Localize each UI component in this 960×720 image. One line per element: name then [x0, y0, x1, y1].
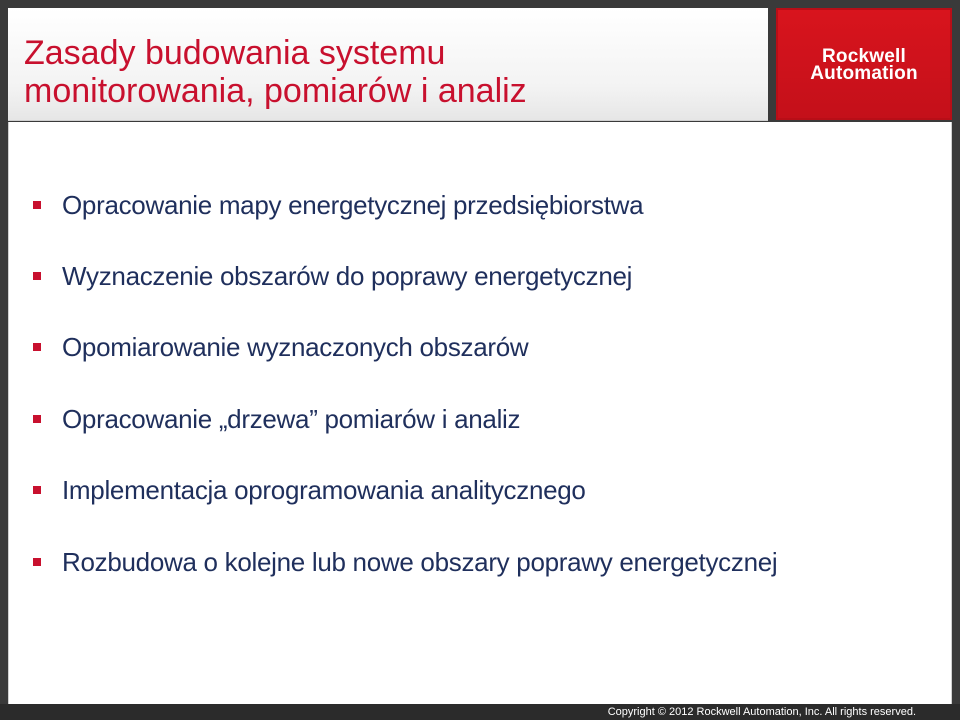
bullet-item — [33, 261, 632, 291]
bullet-item — [33, 475, 586, 505]
title-bar — [8, 8, 768, 121]
bullet-text: Rozbudowa o kolejne lub nowe obszary poprawy energetycznej — [62, 546, 778, 577]
logo-line-1: Rockwell — [822, 46, 906, 67]
bullet-item — [33, 404, 520, 434]
square-bullet-icon — [33, 343, 41, 351]
bullet-text: Opomiarowanie wyznaczonych obszarów — [62, 331, 529, 362]
bullet-text: Opracowanie „drzewa” pomiarów i analiz — [62, 403, 521, 434]
square-bullet-icon — [33, 201, 41, 209]
slide-content — [8, 122, 952, 704]
bullet-text: Wyznaczenie obszarów do poprawy energetycznej — [62, 260, 633, 291]
rockwell-automation-logo — [776, 8, 952, 120]
slide-title-line-1: Zasady budowania systemu — [24, 34, 446, 72]
slide-title — [24, 34, 764, 110]
bullet-item — [33, 547, 777, 577]
bullet-text: Opracowanie mapy energetycznej przedsiębiorstwa — [62, 189, 644, 220]
logo-line-2: Automation — [810, 63, 918, 84]
copyright-notice: Copyright © 2012 Rockwell Automation, Inc. All rights reserved. — [607, 706, 916, 718]
logo-wordmark — [778, 48, 950, 82]
bullet-text: Implementacja oprogramowania analitycznego — [62, 474, 586, 505]
bullet-item — [33, 190, 643, 220]
square-bullet-icon — [33, 558, 41, 566]
bullet-item — [33, 332, 528, 362]
square-bullet-icon — [33, 415, 41, 423]
slide-title-line-2: monitorowania, pomiarów i analiz — [24, 72, 527, 110]
footer-bar — [0, 704, 960, 720]
square-bullet-icon — [33, 272, 41, 280]
square-bullet-icon — [33, 486, 41, 494]
